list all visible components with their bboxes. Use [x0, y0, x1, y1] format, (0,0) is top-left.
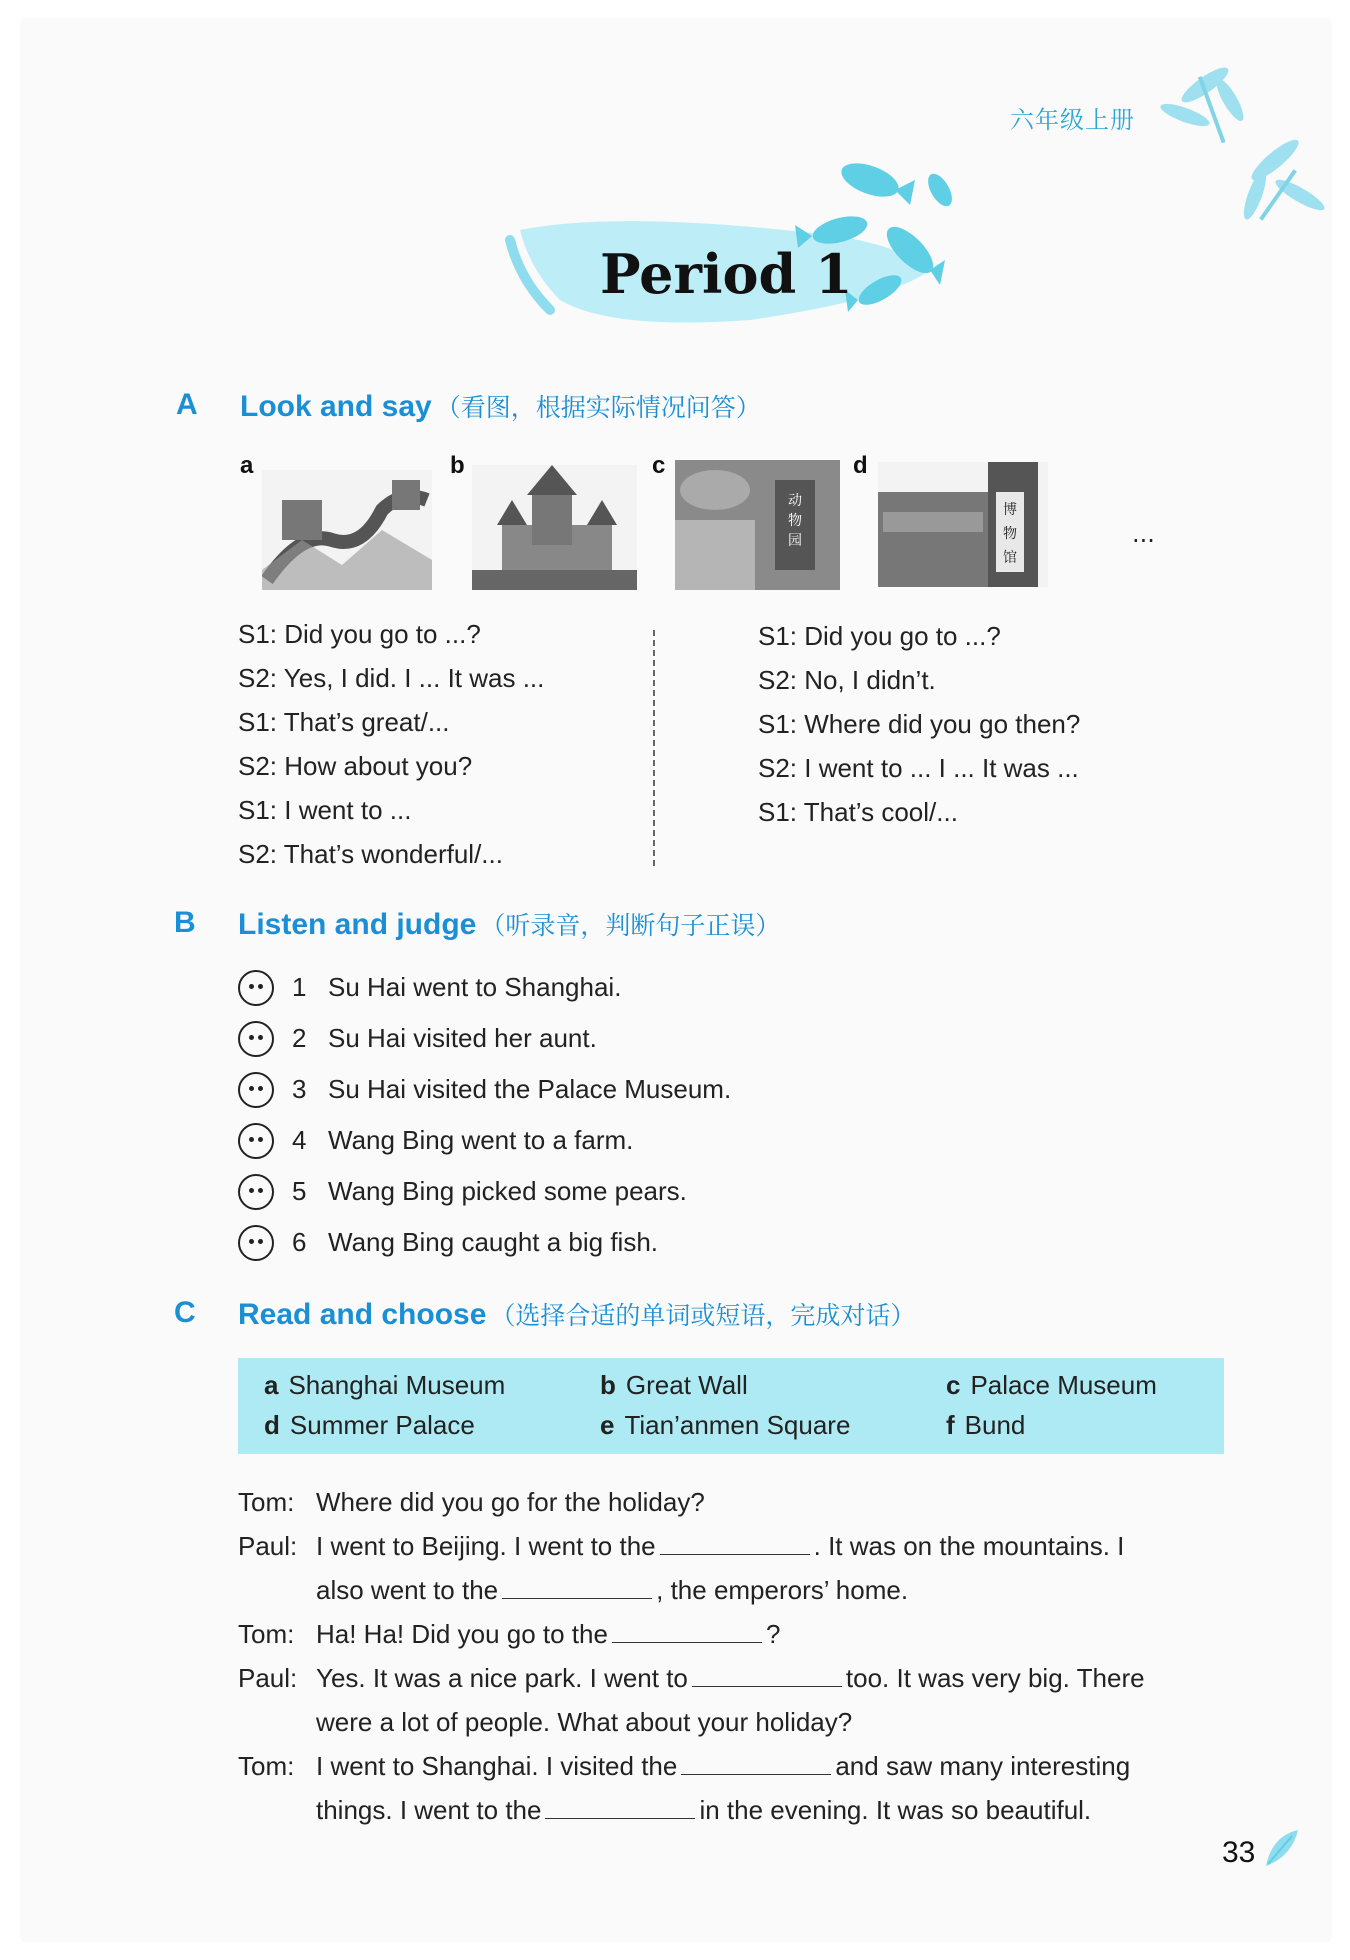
conversation-line [238, 1612, 1238, 1656]
section-a-title [240, 388, 761, 424]
word-key: a [264, 1370, 279, 1400]
line-text-part: ? [765, 1619, 781, 1649]
dialogue-left-line: S2: How about you? [238, 751, 473, 781]
smiley-face-icon[interactable] [238, 1021, 274, 1057]
section-b-instruction: （听录音，判断句子正误） [480, 912, 781, 940]
section-b-heading: Listen and judge [238, 908, 477, 941]
dialogue-right-line: S2: No, I didn’t. [758, 665, 936, 695]
line-text-part: also went to the [316, 1575, 499, 1605]
section-b-title [238, 906, 780, 942]
speaker: Tom: [238, 1487, 295, 1517]
judge-sentence: Wang Bing caught a big fish. [328, 1227, 659, 1257]
line-text [316, 1788, 1091, 1832]
smiley-face-icon[interactable] [238, 1072, 274, 1108]
word-key: d [264, 1410, 280, 1440]
judge-item [238, 1217, 731, 1268]
line-text-part: I went to Beijing. I went to the [316, 1531, 656, 1561]
judge-item [238, 1166, 731, 1217]
section-c-letter: C [174, 1296, 196, 1329]
word-option [946, 1410, 1025, 1441]
section-c-instruction: （选择合适的单词或短语，完成对话） [490, 1302, 916, 1330]
line-text [316, 1568, 908, 1612]
judge-sentence: Wang Bing went to a farm. [328, 1125, 634, 1155]
dialogue-right-line: S1: That’s cool/... [758, 797, 958, 827]
dialogue-right-line: S1: Where did you go then? [758, 709, 1081, 739]
more-pictures-ellipsis: ... [1132, 520, 1155, 548]
zoo-sign-char-3: 园 [788, 533, 802, 549]
line-text [316, 1744, 1130, 1788]
word-option [264, 1370, 505, 1401]
word-text: Palace Museum [970, 1370, 1157, 1400]
picture-label-d: d [853, 452, 868, 479]
section-b-letter: B [174, 906, 196, 939]
speaker: Tom: [238, 1619, 295, 1649]
line-text-part: and saw many interesting [835, 1751, 1131, 1781]
conversation-line [238, 1568, 1238, 1612]
word-text: Bund [964, 1410, 1026, 1440]
answer-blank[interactable] [545, 1792, 695, 1819]
page-number: 33 [1222, 1836, 1256, 1869]
dialogue-right [758, 614, 1080, 834]
section-a-heading: Look and say [240, 390, 432, 423]
answer-blank[interactable] [681, 1748, 831, 1775]
dialogue-left-line: S1: Did you go to ...? [238, 619, 481, 649]
line-text [316, 1524, 1124, 1568]
castle-picture [472, 465, 637, 590]
zoo-picture [675, 460, 840, 590]
line-text-part: in the evening. It was so beautiful. [699, 1795, 1092, 1825]
section-c-heading: Read and choose [238, 1298, 487, 1331]
dialogue-left-line: S1: I went to ... [238, 795, 412, 825]
smiley-face-icon[interactable] [238, 1123, 274, 1159]
page-title: Period 1 [600, 242, 853, 306]
dialogue-left-line: S1: That’s great/... [238, 707, 450, 737]
speaker: Paul: [238, 1663, 298, 1693]
judge-sentence: Su Hai went to Shanghai. [328, 972, 622, 1002]
word-key: f [946, 1410, 955, 1440]
great-wall-picture [262, 470, 432, 590]
section-a-letter: A [176, 388, 198, 421]
word-text: Great Wall [625, 1370, 748, 1400]
grade-label: 六年级上册 [1010, 106, 1135, 134]
dialogue-right-line: S2: I went to ... I ... It was ... [758, 753, 1079, 783]
judge-number: 1 [292, 972, 307, 1002]
speaker: Tom: [238, 1751, 295, 1781]
judge-number: 2 [292, 1023, 307, 1053]
picture-label-b: b [450, 452, 465, 479]
judge-item [238, 1013, 731, 1064]
conversation-line [238, 1656, 1238, 1700]
section-a-instruction: （看图，根据实际情况问答） [435, 394, 761, 422]
line-text-part: things. I went to the [316, 1795, 542, 1825]
judge-list [238, 962, 731, 1268]
dashed-divider [653, 630, 655, 866]
judge-number: 4 [292, 1125, 307, 1155]
word-key: e [600, 1410, 615, 1440]
judge-item [238, 1115, 731, 1166]
line-text-part: . It was on the mountains. I [813, 1531, 1125, 1561]
answer-blank[interactable] [502, 1572, 652, 1599]
word-text: Tian’anmen Square [624, 1410, 851, 1440]
line-text: Where did you go for the holiday? [316, 1487, 705, 1517]
line-text-part: too. It was very big. There [845, 1663, 1145, 1693]
dialogue-left-line: S2: Yes, I did. I ... It was ... [238, 663, 545, 693]
dragonfly-decoration [1150, 45, 1330, 225]
judge-item [238, 962, 731, 1013]
line-text [316, 1656, 1145, 1700]
line-text-part: Yes. It was a nice park. I went to [316, 1663, 688, 1693]
zoo-sign-char-2: 物 [788, 513, 802, 529]
conversation-line [238, 1744, 1238, 1788]
picture-label-c: c [652, 452, 666, 479]
judge-item [238, 1064, 731, 1115]
conversation-line [238, 1788, 1238, 1832]
conversation-line [238, 1700, 1238, 1744]
answer-blank[interactable] [692, 1660, 842, 1687]
word-option [600, 1410, 850, 1441]
word-option [946, 1370, 1157, 1401]
word-key: b [600, 1370, 616, 1400]
dialogue-left [238, 612, 544, 876]
dialogue-left-line: S2: That’s wonderful/... [238, 839, 503, 869]
answer-blank[interactable] [660, 1528, 810, 1555]
line-text-part: , the emperors’ home. [656, 1575, 909, 1605]
word-key: c [946, 1370, 961, 1400]
zoo-sign-char-1: 动 [788, 493, 802, 509]
conversation-line [238, 1480, 1238, 1524]
museum-picture [878, 462, 1048, 587]
smiley-face-icon[interactable] [238, 970, 274, 1006]
smiley-face-icon[interactable] [238, 1174, 274, 1210]
judge-number: 3 [292, 1074, 307, 1104]
word-text: Shanghai Museum [288, 1370, 506, 1400]
judge-sentence: Su Hai visited her aunt. [328, 1023, 597, 1053]
judge-number: 6 [292, 1227, 307, 1257]
dialogue-right-line: S1: Did you go to ...? [758, 621, 1001, 651]
museum-sign-char-3: 馆 [1003, 550, 1017, 566]
word-option [264, 1410, 475, 1441]
picture-label-a: a [240, 452, 254, 479]
conversation [238, 1480, 1238, 1832]
museum-sign-char-1: 博 [1003, 502, 1017, 518]
line-text [316, 1612, 780, 1656]
answer-blank[interactable] [612, 1616, 762, 1643]
section-c-title [238, 1296, 915, 1332]
judge-sentence: Wang Bing picked some pears. [328, 1176, 687, 1206]
smiley-face-icon[interactable] [238, 1225, 274, 1261]
line-text: were a lot of people. What about your holiday? [316, 1707, 853, 1737]
speaker: Paul: [238, 1531, 298, 1561]
judge-sentence: Su Hai visited the Palace Museum. [328, 1074, 732, 1104]
word-option [600, 1370, 748, 1401]
judge-number: 5 [292, 1176, 307, 1206]
word-text: Summer Palace [289, 1410, 475, 1440]
line-text-part: Ha! Ha! Did you go to the [316, 1619, 608, 1649]
line-text-part: I went to Shanghai. I visited the [316, 1751, 678, 1781]
museum-sign-char-2: 物 [1003, 526, 1017, 542]
conversation-line [238, 1524, 1238, 1568]
word-bank [238, 1358, 1224, 1454]
leaf-icon [1262, 1826, 1302, 1870]
